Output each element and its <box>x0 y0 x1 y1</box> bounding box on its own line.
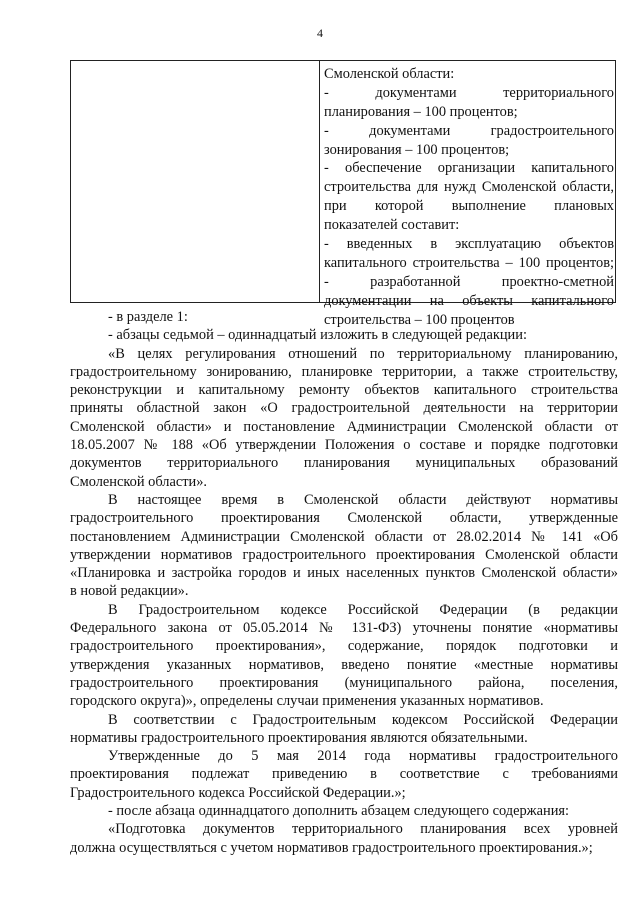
body-line: должна осуществляться с учетом нормативов градостроительного проектирования.»; <box>70 839 593 856</box>
body-line: В Градостроительном кодексе Российской Федерации (в редакции <box>108 601 618 618</box>
body-line: утверждении нормативов градостроительного проектирования Смоленской области <box>70 546 618 563</box>
body-line: «В целях регулирования отношений по территориальному планированию, <box>108 345 618 362</box>
table-cell-line: - документами градостроительного <box>324 122 614 139</box>
body-line: «Планировка и застройка городов и иных населенных пунктов Смоленской области» <box>70 565 618 582</box>
body-line: - в разделе 1: <box>108 309 188 325</box>
page-number: 4 <box>317 26 323 40</box>
body-line: Смоленской области» и постановление Администрации Смоленской области от <box>70 418 618 435</box>
body-line: градостроительного проектирования», содержание, порядок подготовки и <box>70 638 618 655</box>
body-line: нормативы градостроительного проектирования являются обязательными. <box>70 729 528 746</box>
body-line: приняты областной закон «О градостроительной деятельности на территории <box>70 400 618 417</box>
table-cell-line: при которой выполнение плановых <box>324 198 614 215</box>
body-line: «Подготовка документов территориального планирования всех уровней <box>108 821 618 838</box>
table-cell-line: - разработанной проектно-сметной <box>324 273 614 290</box>
body-line: градостроительного проектирования Смоленской области, утвержденные <box>70 510 618 527</box>
body-line: 18.05.2007 № 188 «Об утверждении Положения о составе и порядке подготовки <box>70 437 618 454</box>
body-line: градостроительного проектирования (муниципального района, поселения, <box>70 674 618 691</box>
table-cell-line: показателей составит: <box>324 217 460 234</box>
body-line: реконструкции и капитальному ремонту объектов капитального строительства <box>70 382 618 399</box>
body-line: В соответствии с Градостроительным кодексом Российской Федерации <box>108 711 618 728</box>
table-column-divider <box>319 61 320 302</box>
body-line: Утвержденные до 5 мая 2014 года нормативы градостроительного <box>108 748 618 765</box>
table-cell-line: зонирования – 100 процентов; <box>324 141 510 158</box>
table-cell-line: документации на объекты капитального <box>324 292 614 309</box>
table-cell-line: планирования – 100 процентов; <box>324 103 518 120</box>
table-cell-line: - документами территориального <box>324 84 614 101</box>
body-line: - абзацы седьмой – одиннадцатый изложить в следующей редакции: <box>108 327 527 344</box>
table-cell-line: - введенных в эксплуатацию объектов <box>324 236 614 253</box>
body-line: Градостроительного кодекса Российской Федерации.»; <box>70 784 406 801</box>
table-cell-line: строительства – 100 процентов <box>324 311 515 328</box>
body-line: - после абзаца одиннадцатого дополнить абзацем следующего содержания: <box>108 803 570 820</box>
body-line: в новой редакции». <box>70 583 189 600</box>
table-right-cell <box>324 65 614 329</box>
body-line: градостроительному зонированию, планировке территории, а также строительству, <box>70 363 618 380</box>
table-cell-line: строительства для нужд Смоленской области, <box>324 179 614 196</box>
table-cell-line: капитального строительства – 100 процентов; <box>324 254 614 271</box>
body-line: документов территориального планирования муниципальных образований <box>70 455 618 472</box>
body-line: утверждения указанных нормативов, введено понятие «местные нормативы <box>70 656 618 673</box>
table-cell-line: Смоленской области: <box>324 66 455 82</box>
body-line: Смоленской области». <box>70 473 208 490</box>
body-line: В настоящее время в Смоленской области действуют нормативы <box>108 491 618 508</box>
body-line: постановлением Администрации Смоленской области от 28.02.2014 № 141 «Об <box>70 528 618 545</box>
body-line: городского округа)», определены случаи применения указанных нормативов. <box>70 693 544 710</box>
body-line: Федерального закона от 05.05.2014 № 131-ФЗ) уточнены понятие «нормативы <box>70 620 618 637</box>
table-cell-line: - обеспечение организации капитального <box>324 160 614 177</box>
document-body <box>70 308 618 857</box>
body-line: проектирования подлежат приведению в соответствие с требованиями <box>70 766 618 783</box>
